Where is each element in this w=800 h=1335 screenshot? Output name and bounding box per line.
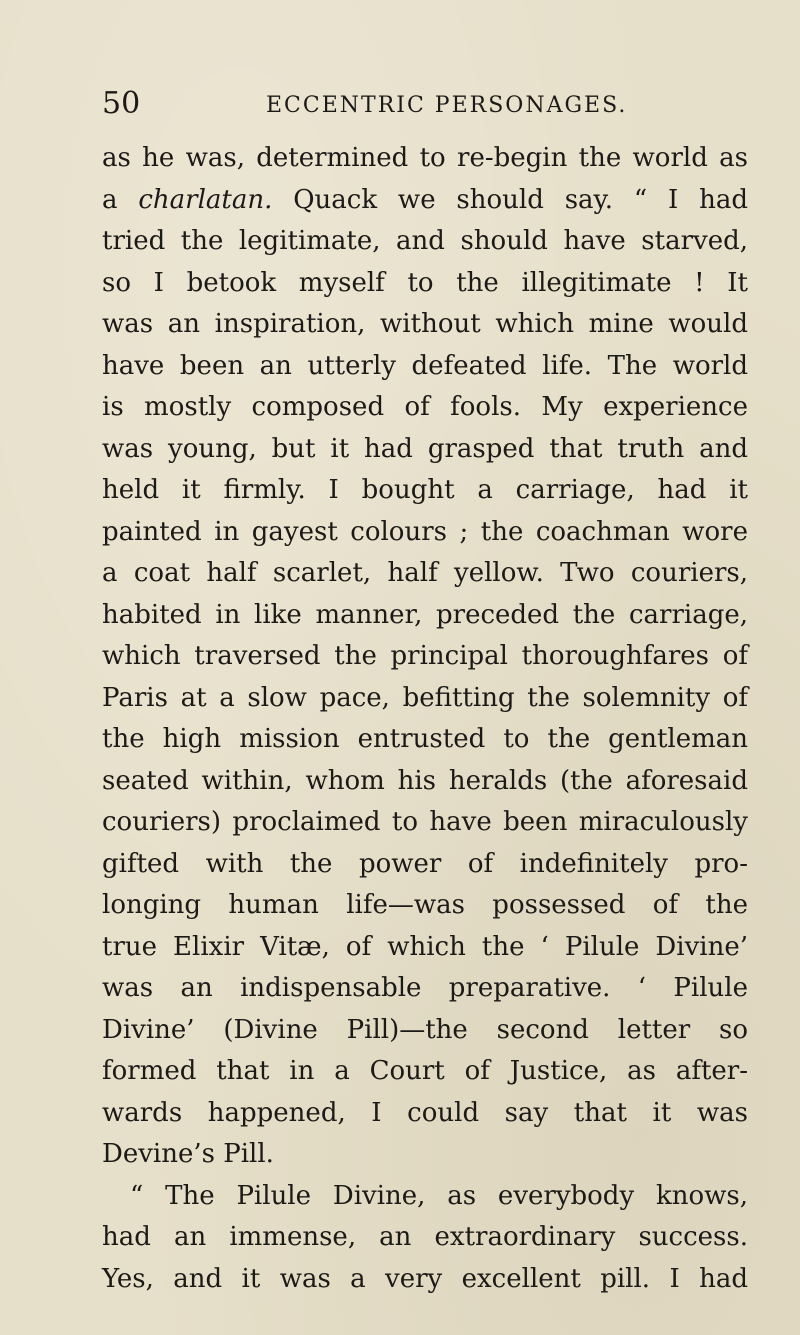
text-fragment: Quack we should say. “ I had	[293, 184, 749, 215]
text-line: have been an utterly defeated life. The world	[102, 350, 748, 381]
text-line: so I betook myself to the illegitimate ! It	[102, 267, 748, 298]
text-line: habited in like manner, preceded the carriage,	[102, 599, 748, 630]
text-line: Divine’ (Divine Pill)—the second letter so	[102, 1014, 748, 1045]
page-number: 50	[102, 86, 141, 121]
italic-word: charlatan.	[138, 184, 273, 215]
text-line: wards happened, I could say that it was	[102, 1097, 748, 1128]
text-line: tried the legitimate, and should have starved,	[102, 226, 748, 256]
text-line: was young, but it had grasped that truth and	[102, 433, 748, 464]
text-line: is mostly composed of fools. My experience	[102, 392, 748, 422]
text-line: longing human life—was possessed of the	[102, 890, 748, 920]
text-line: which traversed the principal thoroughfares of	[102, 641, 748, 671]
text-line: had an immense, an extraordinary success.	[102, 1222, 748, 1252]
text-line: a coat half scarlet, half yellow. Two couriers,	[102, 558, 748, 588]
text-line: was an inspiration, without which mine would	[102, 309, 748, 339]
text-line	[102, 180, 748, 222]
text-fragment: a	[102, 184, 118, 215]
text-line: Devine’s Pill.	[102, 1139, 274, 1169]
text-line: true Elixir Vitæ, of which the ‘ Pilule Divine’	[102, 931, 748, 962]
text-line: Yes, and it was a very excellent pill. I had	[102, 1263, 748, 1294]
text-line: as he was, determined to re-begin the world as	[102, 143, 748, 173]
text-line: held it firmly. I bought a carriage, had it	[102, 475, 748, 505]
text-line: was an indispensable preparative. ‘ Pilule	[102, 973, 748, 1003]
text-line: formed that in a Court of Justice, as after-	[102, 1056, 748, 1086]
text-line: Paris at a slow pace, befitting the solemnity of	[102, 682, 748, 713]
running-head	[102, 84, 748, 124]
text-line: painted in gayest colours ; the coachman wore	[102, 516, 748, 547]
text-line: gifted with the power of indefinitely pro-	[102, 848, 748, 879]
text-line: seated within, whom his heralds (the aforesaid	[102, 765, 748, 796]
text-line: “ The Pilule Divine, as everybody knows,	[130, 1180, 748, 1211]
body-text	[102, 138, 748, 1300]
running-title: ECCENTRIC PERSONAGES.	[266, 93, 628, 118]
text-line: couriers) proclaimed to have been miraculously	[102, 807, 748, 837]
text-line: the high mission entrusted to the gentleman	[102, 724, 748, 754]
